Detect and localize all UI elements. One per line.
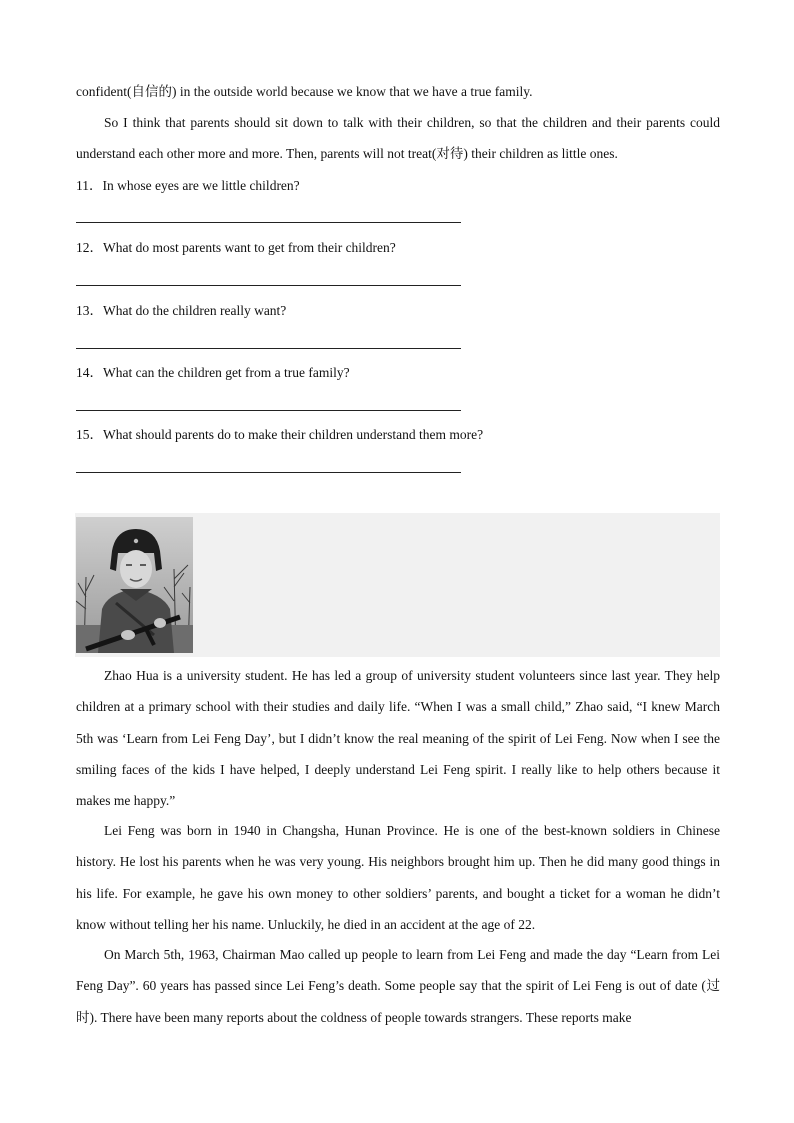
question-13 [76,302,286,320]
answer-line-11[interactable] [76,222,461,223]
question-number: 12． [76,240,103,255]
question-number: 13． [76,303,103,318]
question-15 [76,426,483,444]
passage-paragraph-1: Zhao Hua is a university student. He has led a group of university student volunteers since last year. They help children at a primary school with their studies and daily life. “When I was a small child,” Zhao said, “I knew March 5th was ‘Learn from Lei Feng Day’, but I didn’t know the real meaning of the spirit of Lei Feng. Now when I see the smiling faces of the kids I have helped, I deeply understand Lei Feng spirit. I really like to help others because it makes me happy.” [76,668,720,809]
answer-line-14[interactable] [76,410,461,411]
question-text: What do most parents want to get from their children? [103,240,396,255]
answer-line-13[interactable] [76,348,461,349]
question-text: What can the children get from a true family? [103,365,350,380]
passage-paragraph-2: Lei Feng was born in 1940 in Changsha, Hunan Province. He is one of the best-known soldiers in Chinese history. He lost his parents when he was very young. His neighbors brought him up. Then he did many good things in his life. For example, he gave his own money to other soldiers’ parents, and bought a ticket for a woman he didn’t know without telling her his name. Unluckily, he died in an accident at the age of 22. [76,823,720,932]
question-14 [76,364,350,382]
passage-paragraph: So I think that parents should sit down to talk with their children, so that the children and their parents could understand each other more and more. Then, parents will not treat(对待) their children as little ones. [76,115,720,162]
question-text: What should parents do to make their children understand them more? [103,427,484,442]
soldier-portrait-photo [76,517,193,653]
answer-line-12[interactable] [76,285,461,286]
question-number: 15． [76,427,103,442]
question-12 [76,239,396,257]
question-number: 14． [76,365,103,380]
question-text: In whose eyes are we little children? [102,178,300,193]
image-frame [75,513,720,657]
passage-paragraph-3: On March 5th, 1963, Chairman Mao called up people to learn from Lei Feng and made the day “Learn from Lei Feng Day”. 60 years has passed since Lei Feng’s death. Some people say that the spirit of Lei Feng is out of date (过时). There have been many reports about the coldness of people towards strangers. These reports make [76,947,720,1025]
question-text: What do the children really want? [103,303,287,318]
answer-line-15[interactable] [76,472,461,473]
passage-line: confident(自信的) in the outside world because we know that we have a true family. [76,84,533,99]
question-11 [76,177,300,195]
question-number: 11． [76,178,103,193]
